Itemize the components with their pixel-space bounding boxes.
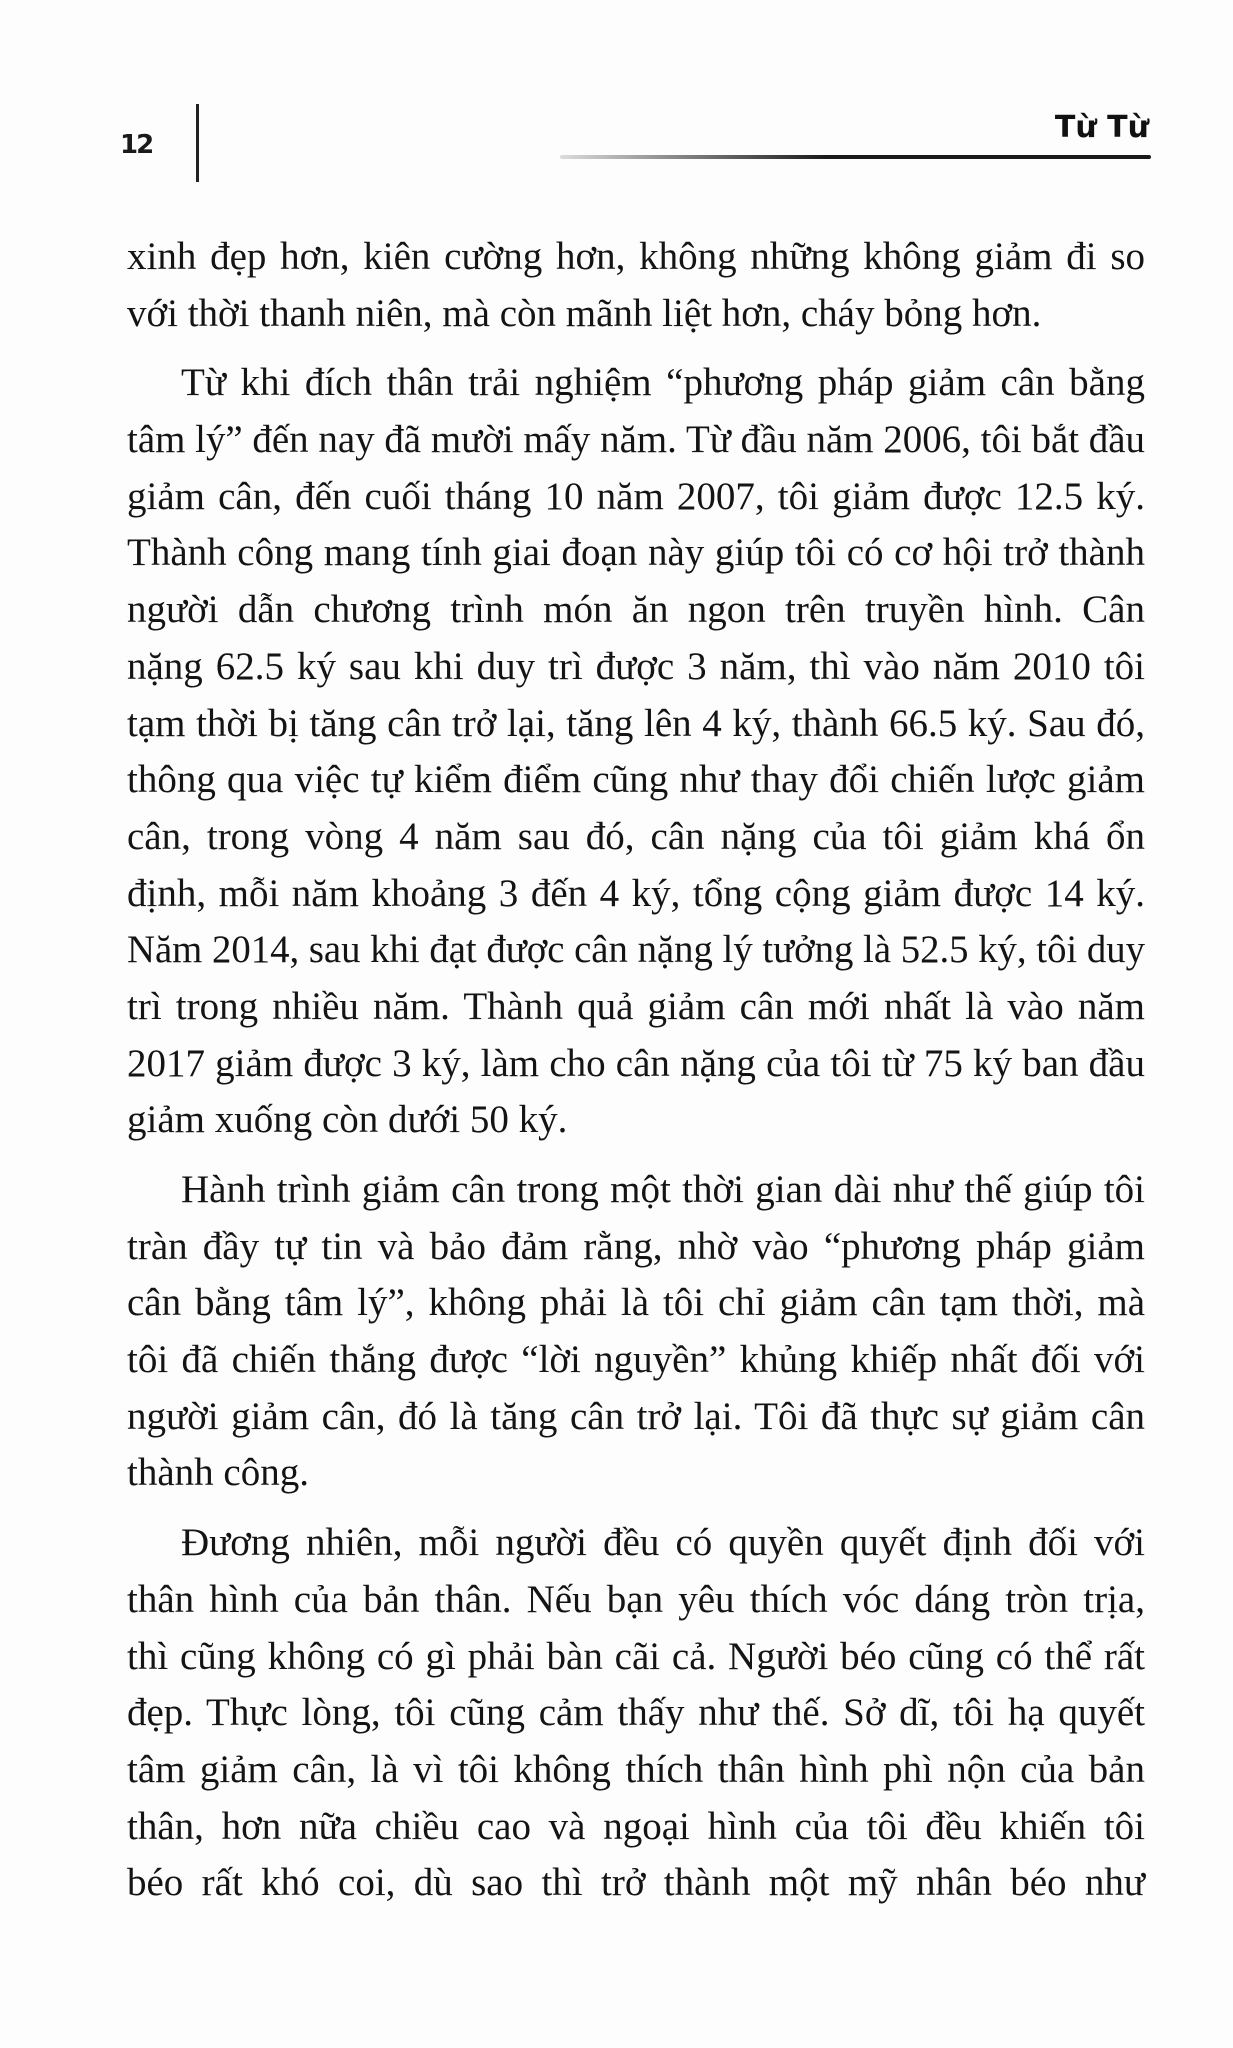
paragraph xyxy=(127,1515,1145,1912)
text-line: tràn đầy tự tin và bảo đảm rằng, nhờ vào “phương pháp giảm xyxy=(127,1224,1145,1268)
paragraph xyxy=(127,229,1145,342)
text-line: Đương nhiên, mỗi người đều có quyền quyết định đối với xyxy=(181,1521,1145,1565)
text-line: tâm giảm cân, là vì tôi không thích thân hình phì nộn của bản xyxy=(127,1747,1145,1791)
text-line: người dẫn chương trình món ăn ngon trên truyền hình. Cân xyxy=(127,588,1145,632)
paragraph xyxy=(127,1162,1145,1502)
text-line: xinh đẹp hơn, kiên cường hơn, không những không giảm đi so xyxy=(127,235,1145,278)
text-line: thân hình của bản thân. Nếu bạn yêu thích vóc dáng tròn trịa, xyxy=(127,1577,1145,1621)
running-title: Từ Từ xyxy=(1054,110,1149,145)
text-line: Hành trình giảm cân trong một thời gian dài như thế giúp tôi xyxy=(181,1168,1145,1211)
header-rule xyxy=(560,155,1151,159)
text-line: nặng 62.5 ký sau khi duy trì được 3 năm, thì vào năm 2010 tôi xyxy=(127,644,1145,688)
text-line: béo rất khó coi, dù sao thì trở thành một mỹ nhân béo như xyxy=(127,1861,1145,1905)
text-line: thông qua việc tự kiểm điểm cũng như thay đổi chiến lược giảm xyxy=(127,758,1145,802)
text-line: với thời thanh niên, mà còn mãnh liệt hơn, cháy bỏng hơn. xyxy=(127,291,1042,335)
text-line: Năm 2014, sau khi đạt được cân nặng lý tưởng là 52.5 ký, tôi duy xyxy=(127,928,1145,972)
text-line: thân, hơn nữa chiều cao và ngoại hình của tôi đều khiến tôi xyxy=(127,1804,1145,1848)
text-line: định, mỗi năm khoảng 3 đến 4 ký, tổng cộng giảm được 14 ký. xyxy=(127,871,1145,915)
text-line: giảm xuống còn dưới 50 ký. xyxy=(127,1098,568,1142)
text-line: cân bằng tâm lý”, không phải là tôi chỉ giảm cân tạm thời, mà xyxy=(127,1281,1145,1325)
text-line: tâm lý” đến nay đã mười mấy năm. Từ đầu năm 2006, tôi bắt đầu xyxy=(127,418,1145,462)
text-line: tôi đã chiến thắng được “lời nguyền” khủng khiếp nhất đối với xyxy=(127,1338,1145,1382)
paragraph xyxy=(127,355,1145,1149)
header-divider-bar xyxy=(196,104,199,182)
text-line: giảm cân, đến cuối tháng 10 năm 2007, tôi giảm được 12.5 ký. xyxy=(127,474,1145,518)
text-line: 2017 giảm được 3 ký, làm cho cân nặng của tôi từ 75 ký ban đầu xyxy=(127,1041,1145,1085)
page-number: 12 xyxy=(120,130,153,160)
text-line: cân, trong vòng 4 năm sau đó, cân nặng của tôi giảm khá ổn xyxy=(127,814,1145,858)
text-line: thành công. xyxy=(127,1451,309,1495)
text-line: Từ khi đích thân trải nghiệm “phương pháp giảm cân bằng xyxy=(181,361,1145,405)
text-line: trì trong nhiều năm. Thành quả giảm cân mới nhất là vào năm xyxy=(127,984,1145,1028)
text-line: Thành công mang tính giai đoạn này giúp tôi có cơ hội trở thành xyxy=(127,531,1145,575)
text-line: đẹp. Thực lòng, tôi cũng cảm thấy như thế. Sở dĩ, tôi hạ quyết xyxy=(127,1691,1145,1735)
body-text xyxy=(127,229,1145,1925)
text-line: thì cũng không có gì phải bàn cãi cả. Người béo cũng có thể rất xyxy=(127,1634,1145,1678)
text-line: người giảm cân, đó là tăng cân trở lại. Tôi đã thực sự giảm cân xyxy=(127,1394,1145,1438)
text-line: tạm thời bị tăng cân trở lại, tăng lên 4 ký, thành 66.5 ký. Sau đó, xyxy=(127,701,1145,745)
